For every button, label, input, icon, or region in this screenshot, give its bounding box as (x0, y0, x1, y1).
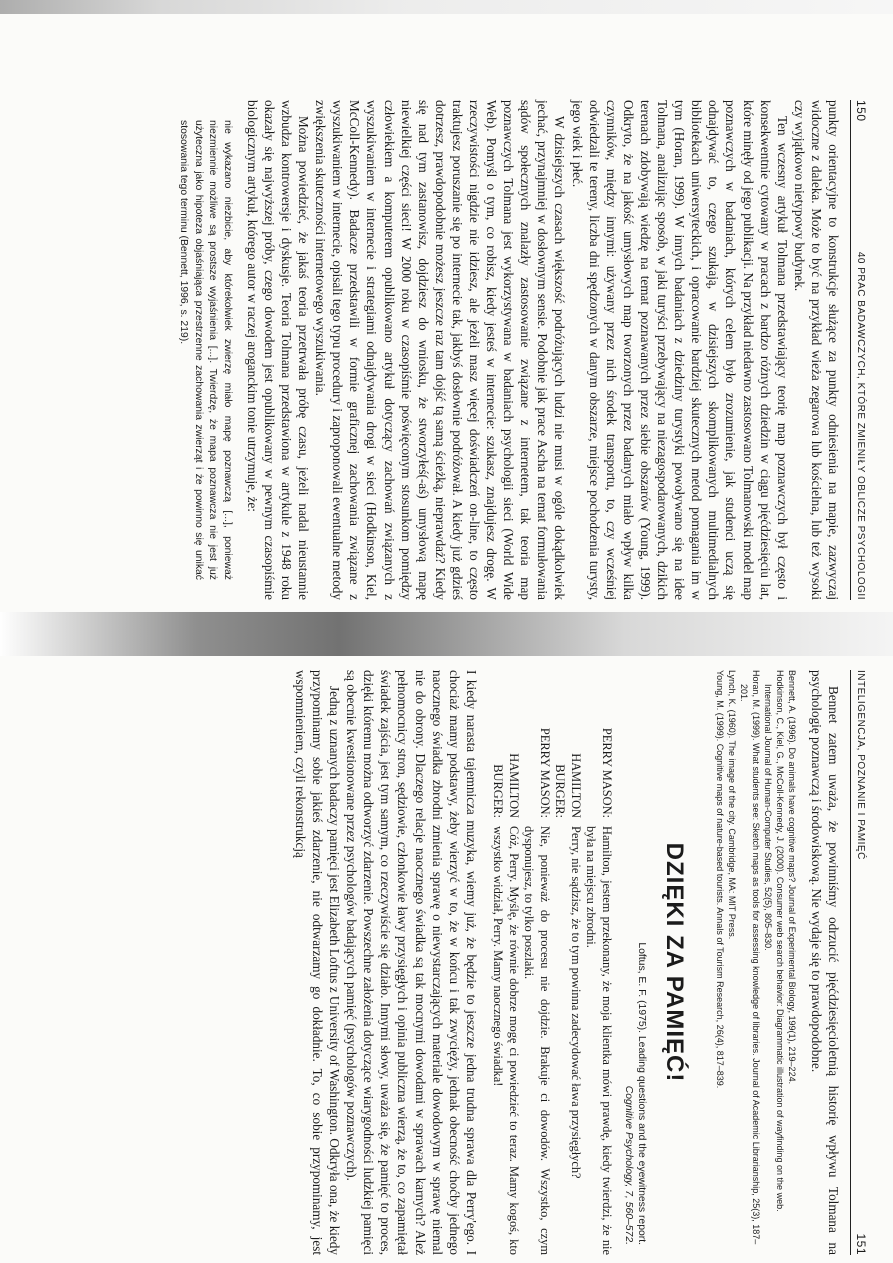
page-150 (108, 100, 868, 600)
running-head: INTELIGENCJA, POZNANIE I PAMIĘĆ (855, 670, 867, 860)
page-header (850, 670, 868, 1255)
speech: Cóż, Perry. Myślę, że równie dobrze mogę ci powiedzieć to teraz. Mamy kogoś, kto wszystko widział, Perry. Mamy naocznego świadka! (491, 826, 521, 1255)
speaker: PERRY MASON: (537, 727, 552, 818)
page-number: 150 (854, 100, 868, 122)
speech: Nie, ponieważ do procesu nie dojdzie. Brakuje ci dowodów. Wszystko, czym dysponujesz, to tylko poszlaki. (522, 826, 552, 1255)
speaker: HAMILTON BURGER: (553, 753, 583, 818)
scan-artifact-top (0, 0, 893, 14)
paragraph: Można powiedzieć, że jakaś teoria przetrwała próbę czasu, jeżeli nadal nieustannie wzbudza kontrowersje i dyskusje. Teoria Tolmana przedstawiona w artykule z 1948 roku okazały się najwyższej próby, czego dowodem jest opublikowany w pewnym czasopiśmie biologicznym artykuł, którego autor w raczej aroganckim tonie utrzymuje, że: (244, 100, 312, 600)
dialogue-line (521, 700, 552, 1255)
page-151 (108, 670, 868, 1255)
scan-artifact-gutter (0, 612, 893, 656)
dialogue-line (490, 700, 521, 1255)
speaker: HAMILTON BURGER: (491, 753, 521, 818)
speech: Perry, nie sądzisz, że to tym powinna zadecydować ława przysięgłych? (568, 826, 583, 1179)
speaker: PERRY MASON: (599, 727, 614, 818)
paragraph: I kiedy narasta tajemnicza muzyka, wiemy już, że będzie to jeszcze jedna trudna sprawa dla Perry'ego. I chociaż mamy podstawy, żeby wierzyć w to, że w końcu i tak zwycięży, jednak obecność choćby jednego naocznego świadka zbrodni zmienia sprawę o niewystarczających materiale dowodowym w sprawę niemal nie do obrony. Dlaczego relacje naocznego świadka są tak mocnymi dowodami w sprawach karnych? Ależ pełnomocnicy stron, sędziowie, członkowie ławy przysięgłych i opinia publiczna wierzą, że to, co zapamiętał świadek zajścia, jest tym samym, co rzeczywiście się działo. Innymi słowy, uważa się, że pamięć to proces, dzięki któremu można odtworzyć zdarzenie. Powszechne założenia dotyczące wiarygodności ludzkiej pamięci są obecnie kwestionowane przez psychologów badających pamięć (psychologów poznawczych). (344, 670, 479, 1255)
paragraph: punkty orientacyjne to konstrukcje służące za punkty odniesienia na mapie, zazwyczaj widoczne z daleka. Może to być na przykład wieża zegarowa lub kościelna, lub też wysoki czy wyjątkowo nietypowy budynek. (791, 100, 841, 600)
dialogue (490, 700, 614, 1255)
reference-item: Young, M. (1999). Cognitive maps of nature-based tourists. Annals of Tourism Research, 26(4), 817–839. (714, 670, 725, 1089)
reference-item: Horan, M. (1999). What students see: Sketch maps as tools for assessing knowledge of libraries. Journal of Academic Librarianship, 25(3), 187–201. (738, 670, 761, 1245)
running-head: 40 PRAC BADAWCZYCH, KTÓRE ZMIENIŁY OBLICZE PSYCHOLOGII (855, 251, 867, 600)
reference-item: Bennett, A. (1996). Do animals have cognitive maps? Journal of Experimental Biology, 199(1), 219–224. (786, 670, 797, 1085)
reference-item: Hodkinson, C., Kiel, G., McColl-Kennedy, J. (2000). Consumer web search behavior: Diagrammatic illustration of wayfinding on the web. International Journal of Human-Computer Studies, 52(5), 805–830. (762, 670, 785, 1212)
page-header (850, 100, 868, 600)
chapter-title: DZIĘKI ZA PAMIĘĆ! (660, 842, 688, 1083)
epigraph-source-line: Loftus, E. F. (1975). Leading questions and the eyewitness report. (635, 942, 647, 1245)
page-number: 151 (854, 1233, 868, 1255)
epigraph-source-line: Cognitive Psychology, 7, 560–572. (622, 1085, 634, 1245)
paragraph: Jedną z uznanych badaczy pamięci jest Elizabeth Loftus z University of Washington. Odkryła ona, że kiedy przypominamy sobie jakieś zdarzenie, nie odtwarzamy go dokładnie. To, co sobie przypominamy, jest wspomnieniem, czyli rekonstrukcją (292, 670, 343, 1255)
references-list (714, 670, 798, 1255)
paragraph: Bennet zatem uważa, że powinniśmy odrzucić pięćdziesięcioletnią historię wpływu Tolmana na psychologię poznawczą i środowiskową. Nie wydaje się to prawdopodobne. (808, 670, 841, 1255)
block-quote: nie wykazano niezbicie, aby którekolwiek zwierzę miało mapę poznawczą [...], ponieważ niezmiennie możliwe są prostsze wyjaśnienia [...]. Twierdzę, że mapa poznawcza nie jest już użyteczna jako hipoteza objaśniająca przestrzenne zachowania zwierząt i że powinno się unikać stosowania tego terminu (Bennett, 1996, s. 219). (178, 120, 233, 580)
reference-item: Lynch, K. (1960). The image of the city. Cambridge, MA: MIT Press. (726, 670, 737, 940)
dialogue-line (583, 700, 614, 1255)
speech: Hamilton, jestem przekonany, że moja klientka mówi prawdę, kiedy twierdzi, że nie była na miejscu zbrodni. (584, 826, 614, 1255)
paragraph: W dzisiejszych czasach większość podróżujących ludzi nie musi w ogóle dokądkolwiek jechać, przynajmniej w dosłownym sensie. Podobnie jak prace Ascha na temat formułowania sądów społecznych znalazły zastosowanie związane z internetem, tak teoria map poznawczych Tolmana jest wykorzystywana w badaniach psychologii sieci (World Wide Web). Pomyśl o tym, co robisz, kiedy jesteś w internecie: szukasz, znajdujesz drogę. W rzeczywistości nigdzie nie idziesz, ale jeżeli masz więcej doświadczeń on-line, to często traktujesz poruszanie się po internecie tak, jakbyś dosłownie podróżował. A kiedy już gdzieś dotrzesz, prawdopodobnie możesz jeszcze raz tam dojść tą samą ścieżką, nieprawdaż? Kiedy się nad tym zastanowisz, dojdziesz do wniosku, że stworzyłeś(-aś) umysłową mapę niewielkiej części sieci! W 2000 roku w czasopiśmie poświęconym stosunkom pomiędzy człowiekiem a komputerem opublikowano artykuł dotyczący zachowań związanych z wyszukiwaniem w internecie i strategiami odnajdywania drogi w sieci (Hodkinson, Kiel, McColl-Kennedy). Badacze przedstawili w formie graficznej zachowania związane z wyszukiwaniem w internecie, opisali tego typu procedury i zaproponowali ewentualne metody zwiększenia skuteczności internetowego wyszukiwania. (313, 100, 568, 600)
dialogue-line (552, 700, 583, 1255)
epigraph-source (622, 670, 648, 1245)
paragraph: Ten wczesny artykuł Tolmana przedstawiający teorię map poznawczych był często i konsekwentnie cytowany w pracach z bardzo różnych dziedzin w ciągu pięćdziesięciu lat, które minęły od jego publikacji. Na przykład niedawno zastosowano Tolmanowski model map poznawczych w badaniach, których celem było zrozumienie, jak studenci uczą się odnajdywać to, czego szukają, w dzisiejszych skomplikowanych multimedialnych bibliotekach uniwersyteckich, i opracowanie bardziej skutecznych metod pomagania im w tym (Horan, 1999). W innych badaniach z dziedziny turystyki powoływano się na idee Tolmana, analizując sposób, w jaki turyści przebywający na niezagospodarowanych, dzikich terenach zdobywają wiedzę na temat poznawanych przez siebie obszarów (Young, 1999). Odkryto, że na jakość umysłowych map tworzonych przez badanych miało wpływ kilka czynników, między innymi: używany przez nich środek transportu, to, czy wcześniej odwiedzali te tereny, liczba dni spędzonych w danym obszarze, miejsce pochodzenia turysty, jego wiek i płeć. (569, 100, 790, 600)
